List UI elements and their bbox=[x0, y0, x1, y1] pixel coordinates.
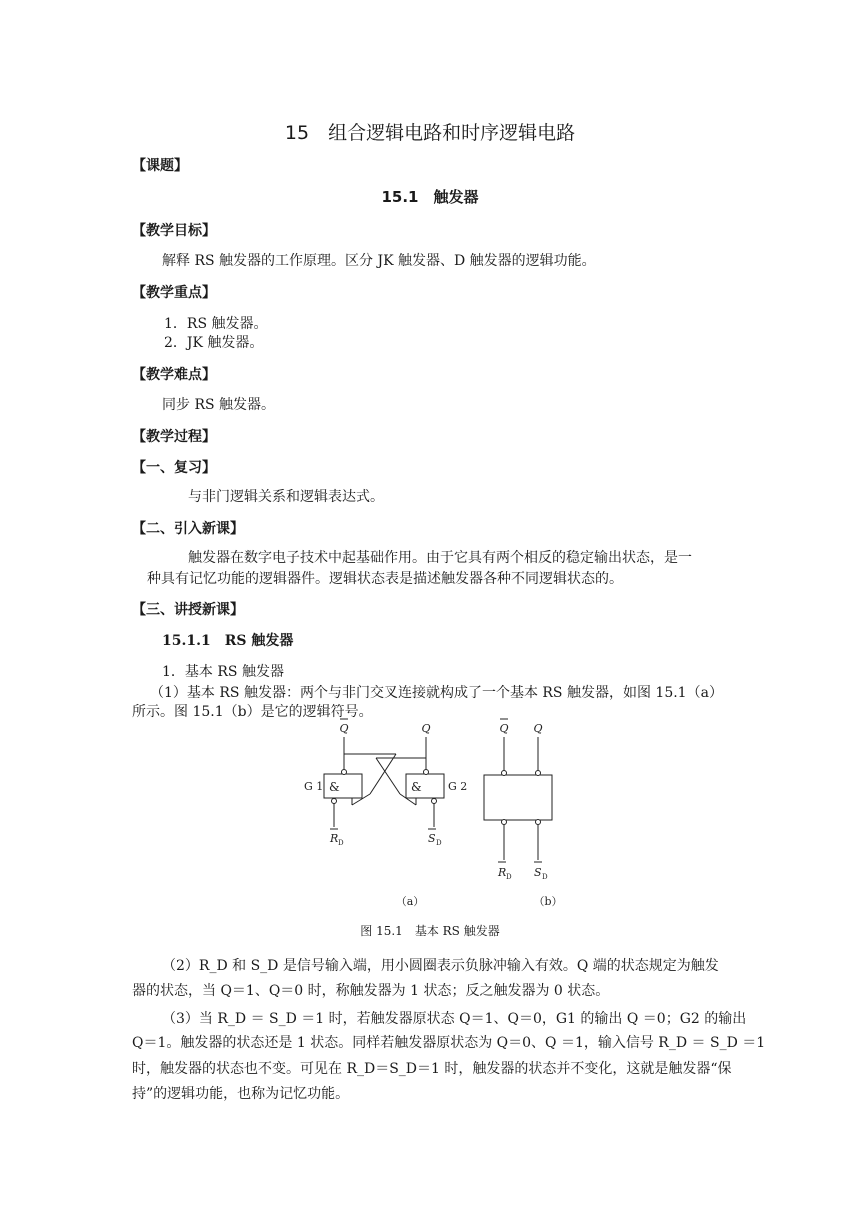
objectives-heading: 【教学目标】 bbox=[132, 223, 216, 239]
label-g1: G 1 bbox=[304, 780, 324, 793]
intro-heading: 【二、引入新课】 bbox=[132, 521, 244, 537]
process-heading: 【教学过程】 bbox=[132, 429, 216, 445]
para3-line: （3）当 R_D ＝ S_D ＝1 时，若触发器原状态 Q＝1、Q＝0，G1 的输出 Q ＝0；G2 的输出 bbox=[162, 1011, 747, 1027]
gate-symbol: & bbox=[329, 780, 340, 794]
label-sd: S bbox=[534, 866, 542, 879]
label-g2: G 2 bbox=[448, 780, 468, 793]
lecture-heading: 【三、讲授新课】 bbox=[132, 602, 244, 618]
subsection-title: 15.1.1 RS 触发器 bbox=[162, 633, 294, 649]
chapter-title: 15 组合逻辑电路和时序逻辑电路 bbox=[284, 122, 576, 144]
difficulties-text: 同步 RS 触发器。 bbox=[162, 397, 276, 413]
label-rd: R bbox=[330, 832, 339, 845]
sublabel-b: （b） bbox=[533, 895, 563, 908]
input-bubble bbox=[502, 820, 507, 825]
figure-caption: 图 15.1 基本 RS 触发器 bbox=[360, 924, 500, 938]
para3-line: 持”的逻辑功能，也称为记忆功能。 bbox=[132, 1086, 350, 1102]
gate-symbol: & bbox=[411, 780, 422, 794]
label-q: Q bbox=[421, 722, 431, 735]
key-point-item: 2．JK 触发器。 bbox=[164, 335, 264, 351]
para1-line: 所示。图 15.1（b）是它的逻辑符号。 bbox=[132, 704, 373, 720]
label-q: Q bbox=[533, 722, 543, 735]
label-sd-sub: D bbox=[542, 873, 548, 881]
objectives-text: 解释 RS 触发器的工作原理。区分 JK 触发器、D 触发器的逻辑功能。 bbox=[162, 253, 596, 269]
output-bubble bbox=[424, 770, 429, 775]
para2-line: 器的状态，当 Q＝1、Q＝0 时，称触发器为 1 状态；反之触发器为 0 状态。 bbox=[132, 983, 610, 999]
label-sd-sub: D bbox=[436, 839, 442, 847]
rs-symbol-box bbox=[484, 775, 552, 820]
topic-heading: 【课题】 bbox=[132, 158, 188, 174]
item-basic-rs: 1．基本 RS 触发器 bbox=[162, 664, 284, 680]
label-qbar: Q bbox=[499, 722, 509, 735]
input-bubble bbox=[332, 799, 337, 804]
para1-line: （1）基本 RS 触发器：两个与非门交叉连接就构成了一个基本 RS 触发器，如图 15.1（a） bbox=[150, 685, 723, 701]
input-bubble bbox=[432, 799, 437, 804]
intro-line: 触发器在数字电子技术中起基础作用。由于它具有两个相反的稳定输出状态，是一 bbox=[188, 550, 692, 566]
label-rd-sub: D bbox=[338, 839, 344, 847]
label-rd: R bbox=[498, 866, 507, 879]
output-bubble bbox=[536, 771, 541, 776]
label-rd-sub: D bbox=[506, 873, 512, 881]
input-bubble bbox=[536, 820, 541, 825]
output-bubble bbox=[502, 771, 507, 776]
intro-line: 种具有记忆功能的逻辑器件。逻辑状态表是描述触发器各种不同逻辑状态的。 bbox=[147, 571, 623, 587]
difficulties-heading: 【教学难点】 bbox=[132, 367, 216, 383]
output-bubble bbox=[342, 770, 347, 775]
rs-flipflop-figure bbox=[290, 712, 580, 912]
label-qbar: Q bbox=[339, 722, 349, 735]
label-sd: S bbox=[428, 832, 436, 845]
para3-line: 时，触发器的状态也不变。可见在 R_D＝S_D＝1 时，触发器的状态并不变化，这就是触发器“保 bbox=[132, 1061, 732, 1077]
review-heading: 【一、复习】 bbox=[132, 460, 216, 476]
section-title: 15.1 触发器 bbox=[381, 188, 479, 206]
key-points-heading: 【教学重点】 bbox=[132, 285, 216, 301]
para3-line: Q＝1。触发器的状态还是 1 状态。同样若触发器原状态为 Q＝0、Q ＝1，输入信号 R_D ＝ S_D ＝1 bbox=[132, 1035, 766, 1051]
key-point-item: 1．RS 触发器。 bbox=[164, 316, 268, 332]
review-text: 与非门逻辑关系和逻辑表达式。 bbox=[188, 489, 384, 505]
para2-line: （2）R_D 和 S_D 是信号输入端，用小圆圈表示负脉冲输入有效。Q 端的状态规定为触发 bbox=[162, 958, 719, 974]
sublabel-a: （a） bbox=[395, 895, 425, 908]
